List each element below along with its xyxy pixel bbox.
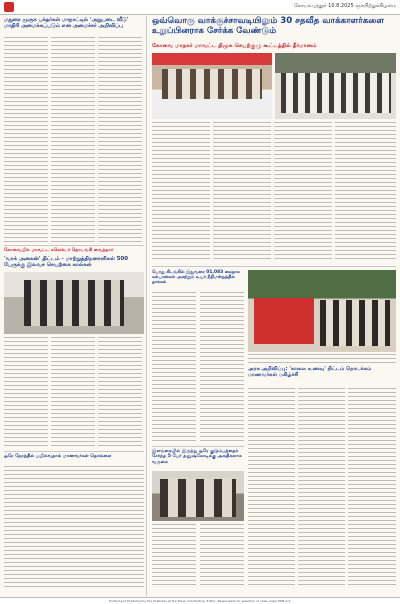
refugee-family-photo [152,471,244,521]
mid-left-headline: 'வாக் அகைன்' திட்டம் - மாற்றுத்திறனாளிகள் 500 பேருக்கு இலவச செயற்கை கால்கள் [4,256,128,269]
footer-imprint: Printed and Published by the Publisher at the Press, Coimbatore. Editor: Responsible for selection of news under PRB Act. [0,597,400,604]
newspaper-logo-icon [4,2,14,12]
bottom-center-column-1 [152,524,196,588]
outdoor-event-caption [248,354,396,364]
outdoor-event-photo [248,270,396,352]
top-right-subhead: கோவை மாநகர் மாவட்ட திமுக செயற்குழு கூட்டத்தில் தீர்மானம் [152,43,317,49]
section-rule-left [4,245,144,246]
top-right-column-2 [213,122,271,262]
bottom-left-headline: ஒரே நேரத்தில் பயில்வதால் மாணவர்கள் தொல்லை [4,454,112,459]
meeting-stage-photo [152,53,272,119]
mid-left-column-1 [4,337,48,447]
top-right-column-3 [274,122,332,262]
lead-left-headline: மதுரை முருக பக்தர்கள் மாநாட்டில் 'அறுபடை வீடு' மாதிரி அமைக்கப்படும் என அமைச்சர் அறிவிப்பு [4,17,129,30]
date-line: கோயம்புத்தூர் 10.8.2025 ஞாயிற்றுக்கிழமை [294,3,396,9]
lead-left-column-1 [4,37,48,242]
mid-center-headline: பொது கிடங்கில் இதுவரை 01,083 கைதாக கல்பான்கள் அகற்றும் உயர் நீதிமன்றத்தில் தாக்கல் [152,270,240,286]
bottom-center-column-2 [200,524,244,588]
mid-left-column-3 [98,337,142,447]
mid-center-column-1 [152,292,196,442]
mid-left-kicker: கோவையில் மாவட்ட கலெக்டர் தொடங்கி வைத்தார் [4,248,114,253]
bottom-right-column-3 [348,388,396,588]
top-right-column-1 [152,122,210,262]
prosthetic-distribution-photo [4,272,144,334]
mid-left-column-2 [51,337,95,447]
section-rule-center [152,266,396,267]
section-rule-bottom-center [152,446,244,447]
bottom-right-headline: அரசு அறிவிப்பு: 'காலை உணவு' திட்டம் தொடக்கம் மாணவர்கள் மகிழ்ச்சி [248,366,372,378]
top-right-headline: ஒவ்வொரு வாக்குச்சாவடியிலும் 30 சதவீத வாக்காளர்களை உறுப்பினராக சேர்க்க வேண்டும் [152,16,385,36]
column-divider [146,16,147,596]
bottom-center-headline: இலங்கையில் இருந்து ஒரே குடும்பத்தைச் சேர்ந்த 5 பேர் தனுஷ்கோடிக்கு அகதிகளாக வருகை [152,449,242,465]
top-right-column-4 [335,122,396,262]
lead-left-column-2 [51,37,95,242]
bottom-right-column-1 [248,388,295,588]
lead-left-column-3 [98,37,142,242]
bottom-right-column-2 [298,388,345,588]
bottom-left-body [4,466,144,588]
mid-center-column-2 [200,292,244,442]
meeting-audience-photo [275,53,396,119]
section-rule-bottom-left [4,451,144,452]
